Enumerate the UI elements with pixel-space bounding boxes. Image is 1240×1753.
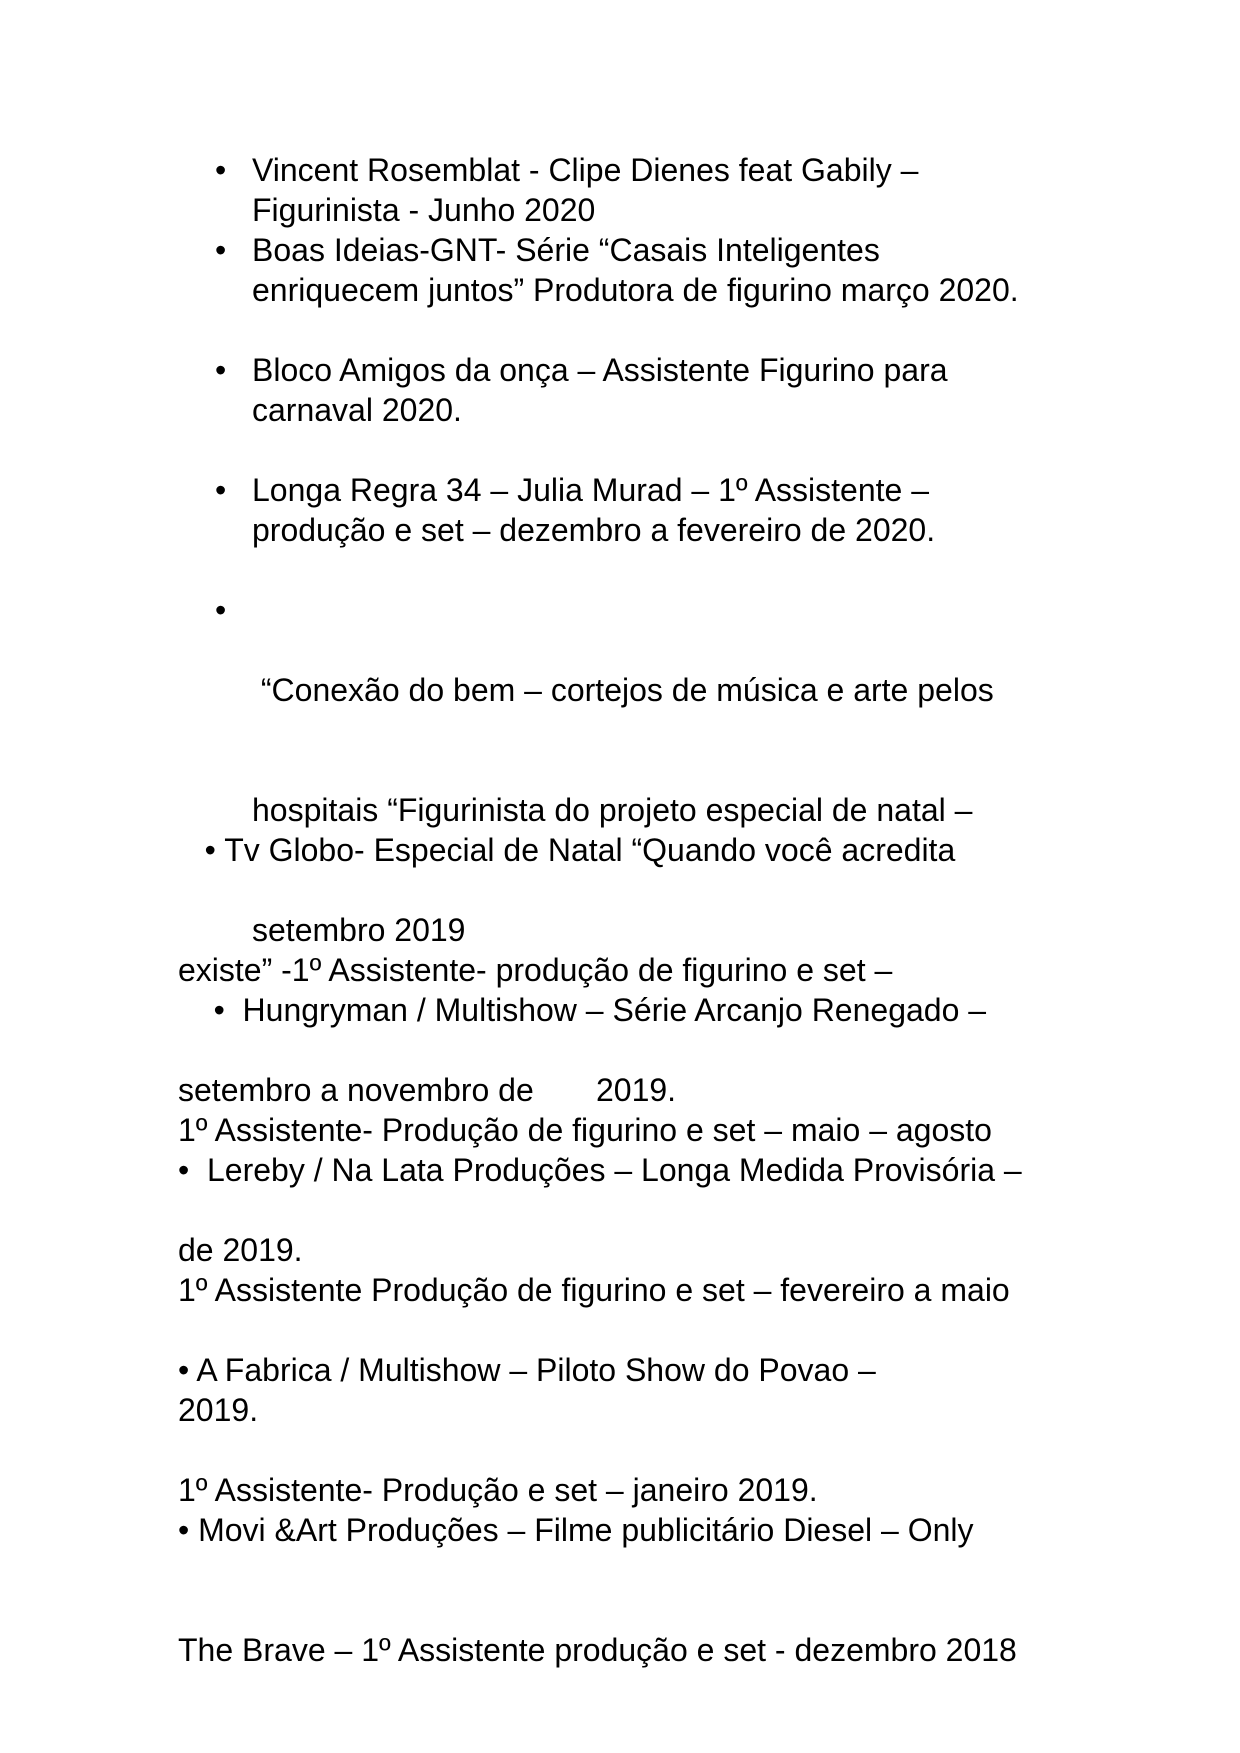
bullet-icon: • — [215, 232, 227, 268]
entry-line: 1º Assistente- Produção e set – janeiro 2019. — [178, 1472, 818, 1508]
bullet-icon: • — [215, 152, 227, 188]
entry-line: Vincent Rosemblat - Clipe Dienes feat Gabily – — [252, 152, 919, 188]
entry-line: • Lereby / Na Lata Produções – Longa Medida Provisória – — [178, 1152, 1022, 1188]
experience-entry — [252, 350, 948, 430]
entry-line: • Tv Globo- Especial de Natal “Quando você acredita — [178, 832, 956, 868]
experience-entry — [252, 230, 1019, 310]
entry-line: • Hungryman / Multishow – Série Arcanjo Renegado – — [178, 992, 987, 1028]
entry-line: produção e set – dezembro a fevereiro de 2020. — [252, 512, 936, 548]
bullet-icon: • — [215, 472, 227, 508]
experience-entry — [252, 150, 918, 230]
bullet-icon: • — [215, 592, 227, 628]
entry-line: The Brave – 1º Assistente produção e set - dezembro 2018 — [178, 1632, 1017, 1668]
bullet-icon: • — [215, 352, 227, 388]
experience-entry — [178, 1430, 1017, 1750]
entry-line: hospitais “Figurinista do projeto especial de natal – — [252, 792, 973, 828]
entry-line: de 2019. — [178, 1232, 303, 1268]
entry-line: Figurinista - Junho 2020 — [252, 192, 596, 228]
entry-line: • Movi &Art Produções – Filme publicitário Diesel – Only — [178, 1512, 974, 1548]
entry-line: 1º Assistente Produção de figurino e set – fevereiro a maio — [178, 1272, 1010, 1308]
entry-line: Boas Ideias-GNT- Série “Casais Inteligentes — [252, 232, 880, 268]
entry-line: 2019. — [178, 1392, 259, 1428]
entry-line: 1º Assistente- Produção de figurino e set – maio – agosto — [178, 1112, 992, 1148]
entry-line: setembro 2019 — [252, 912, 466, 948]
entry-line: Bloco Amigos da onça – Assistente Figurino para — [252, 352, 948, 388]
entry-line: setembro a novembro de 2019. — [178, 1072, 677, 1108]
entry-line: enriquecem juntos” Produtora de figurino março 2020. — [252, 272, 1019, 308]
entry-line: existe” -1º Assistente- produção de figurino e set – — [178, 952, 893, 988]
experience-entry — [252, 470, 935, 550]
entry-line: • A Fabrica / Multishow – Piloto Show do Povao – — [178, 1352, 876, 1388]
entry-line: carnaval 2020. — [252, 392, 462, 428]
entry-line: Longa Regra 34 – Julia Murad – 1º Assistente – — [252, 472, 929, 508]
entry-line: “Conexão do bem – cortejos de música e arte pelos — [252, 672, 994, 708]
